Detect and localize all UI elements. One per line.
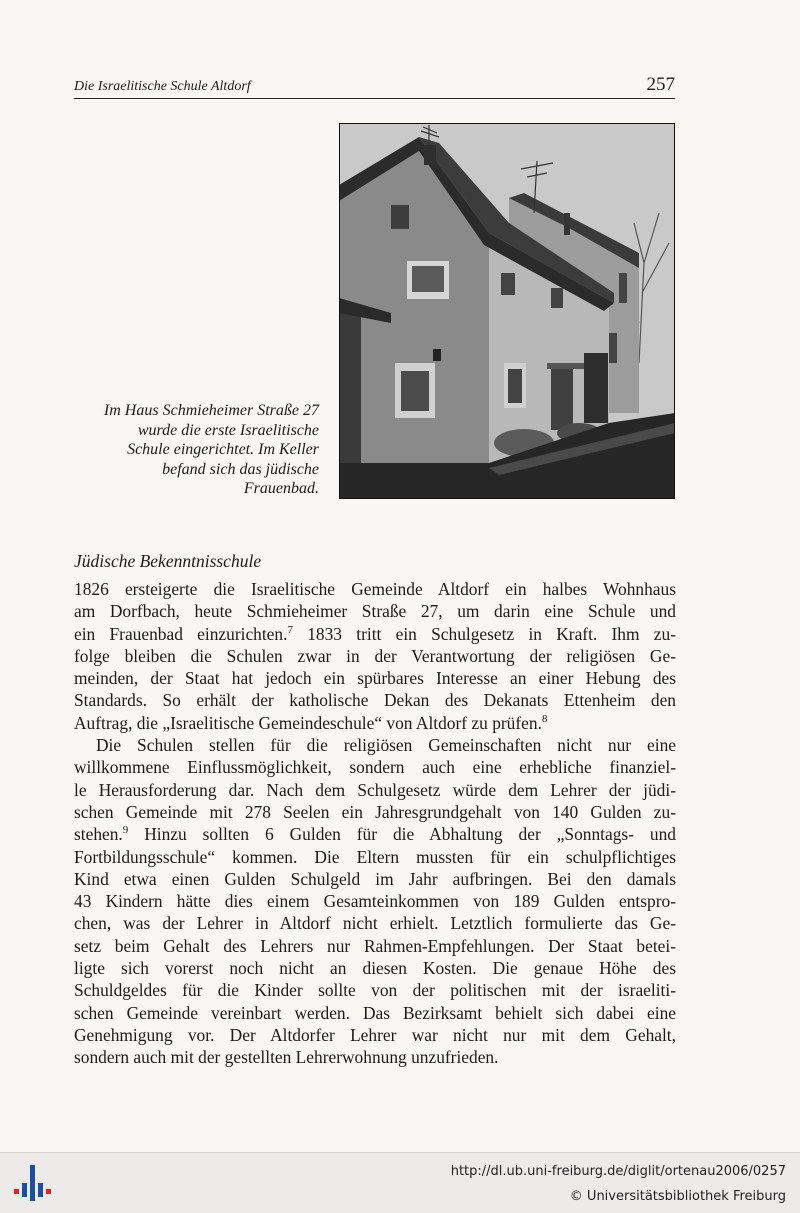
photo-caption xyxy=(60,401,319,499)
caption-line: Im Haus Schmieheimer Straße 27 xyxy=(103,402,319,419)
text-line: am Dorfbach, heute Schmieheimer Straße 27, um darin eine Schule und xyxy=(74,601,676,622)
caption-line: Schule eingerichtet. Im Keller xyxy=(127,441,319,458)
footer-copyright: © Universitätsbibliothek Freiburg xyxy=(569,1189,786,1204)
text-line: Auftrag, die „Israelitische Gemeindeschule“ von Altdorf zu prüfen.$^8$ xyxy=(74,712,548,733)
page-number: 257 xyxy=(646,74,675,95)
paragraph-2 xyxy=(74,734,676,1068)
footnote-marker: 8 xyxy=(541,712,548,725)
text-line: Kind etwa einen Gulden Schulgeld im Jahr aufbringen. Bei den damals xyxy=(74,868,676,889)
caption-line: Frauenbad. xyxy=(243,480,319,497)
section-heading: Jüdische Bekenntnisschule xyxy=(74,551,262,571)
ub-freiburg-logo-icon xyxy=(12,1163,52,1203)
text-line: Die Schulen stellen für die religiösen Gemeinschaften nicht nur eine xyxy=(96,735,676,756)
paragraph-1 xyxy=(74,578,676,734)
text-line: ein Frauenbad einzurichten.$^7$ 1833 tritt ein Schulgesetz in Kraft. Ihm zu- xyxy=(74,623,676,644)
text-line: Standards. So erhält der katholische Dekan des Dekanats Ettenheim den xyxy=(74,690,676,711)
footnote-marker: 7 xyxy=(287,623,293,636)
text-line: le Herausforderung dar. Nach dem Schulgesetz würde dem Lehrer der jüdi- xyxy=(74,779,676,800)
body-text xyxy=(74,578,676,1069)
text-line: willkommene Einflussmöglichkeit, sondern auch eine erhebliche finanziel- xyxy=(74,757,676,778)
text-line: Genehmigung vor. Der Altdorfer Lehrer war nicht nur mit dem Gehalt, xyxy=(74,1024,676,1045)
library-footer xyxy=(0,1152,800,1213)
text-line: Schuldgeldes für die Kinder sollte von der politischen mit der israeliti- xyxy=(74,980,676,1001)
text-line: 1826 ersteigerte die Israelitische Gemeinde Altdorf ein halbes Wohnhaus xyxy=(74,579,676,599)
caption-line: wurde die erste Israelitische xyxy=(137,421,319,439)
text-line: schen Gemeinde vereinbart werden. Das Bezirksamt behielt sich dabei eine xyxy=(74,1002,676,1023)
caption-line: befand sich das jüdische xyxy=(162,460,319,478)
text-line: stehen.$^9$ Hinzu sollten 6 Gulden für die Abhaltung der „Sonntags- und xyxy=(74,824,676,845)
text-line: chen, was der Lehrer in Altdorf nicht erhielt. Letztlich formulierte das Ge- xyxy=(74,913,676,934)
text-line: setz beim Gehalt des Lehrers nur Rahmen-Empfehlungen. Der Staat betei- xyxy=(74,935,676,956)
text-line: schen Gemeinde mit 278 Seelen ein Jahresgrundgehalt von 140 Gulden zu- xyxy=(74,801,676,822)
text-line: Fortbildungsschule“ kommen. Die Eltern mussten für ein schulpflichtiges xyxy=(74,846,676,867)
text-line: 43 Kindern hätte dies einem Gesamteinkommen von 189 Gulden entspro- xyxy=(74,891,676,912)
footer-url-link[interactable]: http://dl.ub.uni-freiburg.de/diglit/ortenau2006/0257 xyxy=(450,1164,786,1179)
text-line: folge bleiben die Schulen zwar in der Verantwortung der religiösen Ge- xyxy=(74,645,676,666)
text-line: meinden, der Staat hat jedoch ein spürbares Interesse an einer Hebung des xyxy=(74,668,676,689)
running-head-title: Die Israelitische Schule Altdorf xyxy=(74,79,251,94)
running-head xyxy=(74,76,675,99)
text-line: sondern auch mit der gestellten Lehrerwohnung unzufrieden. xyxy=(74,1047,499,1068)
text-line: ligte sich vorerst noch nicht an diesen Kosten. Die genaue Höhe des xyxy=(74,958,676,979)
house-photo xyxy=(339,123,675,499)
footnote-marker: 9 xyxy=(122,824,129,837)
